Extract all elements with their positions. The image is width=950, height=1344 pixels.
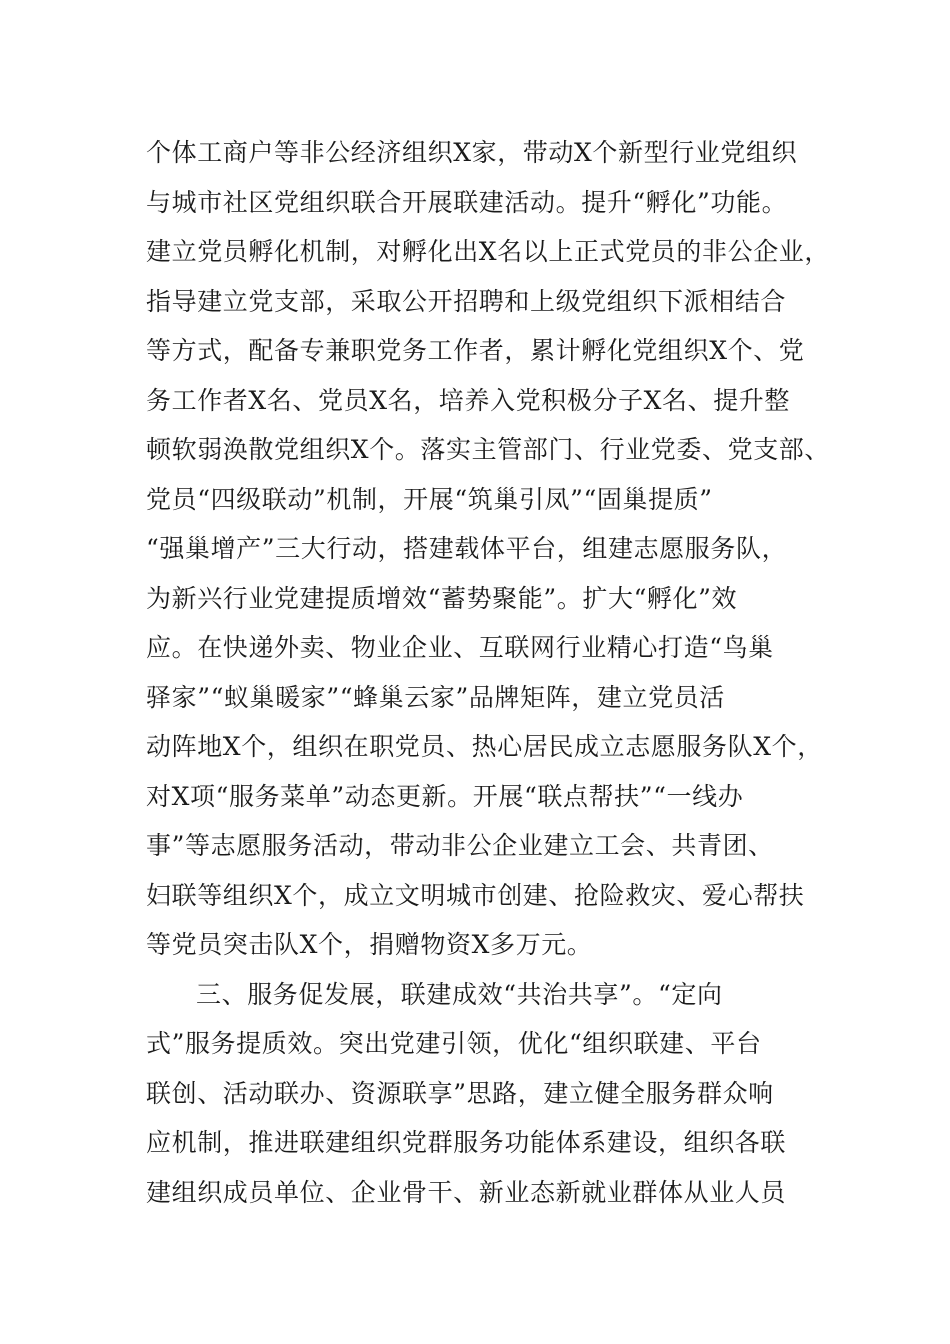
text-line: 党员“四级联动”机制，开展“筑巢引凤”“固巢提质” [146, 484, 713, 514]
text-line: 等党员突击队X个，捐赠物资X多万元。 [146, 930, 593, 959]
text-line: 妇联等组织X个，成立文明城市创建、抢险救灾、爱心帮扶 [146, 880, 805, 910]
section-heading-line: 三、服务促发展，联建成效“共治共享”。“定向 [196, 979, 723, 1009]
text-line: 动阵地X个，组织在职党员、热心居民成立志愿服务队X个， [146, 732, 823, 761]
text-line: 应。在快递外卖、物业企业、互联网行业精心打造“鸟巢 [146, 633, 774, 662]
text-line: 驿家”“蚁巢暖家”“蜂巢云家”品牌矩阵，建立党员活 [146, 682, 725, 712]
text-line: 式”服务提质效。突出党建引领，优化“组织联建、平台 [146, 1029, 762, 1058]
text-line: 对X项“服务菜单”动态更新。开展“联点帮扶”“一线办 [146, 781, 744, 811]
text-line: 为新兴行业党建提质增效“蓄势聚能”。扩大“孵化”效 [146, 583, 738, 613]
text-line: 建立党员孵化机制，对孵化出X名以上正式党员的非公企业， [146, 237, 830, 266]
text-line: “强巢增产”三大行动，搭建载体平台，组建志愿服务队， [146, 534, 788, 563]
text-line: 个体工商户等非公经济组织X家，带动X个新型行业党组织 [146, 138, 798, 167]
text-line: 事”等志愿服务活动，带动非公企业建立工会、共青团、 [146, 831, 774, 860]
text-line: 应机制，推进联建组织党群服务功能体系建设，组织各联 [146, 1128, 787, 1157]
text-line: 建组织成员单位、企业骨干、新业态新就业群体从业人员 [146, 1177, 787, 1207]
text-line: 等方式，配备专兼职党务工作者，累计孵化党组织X个、党 [146, 336, 805, 365]
text-line: 顿软弱涣散党组织X个。落实主管部门、行业党委、党支部、 [146, 435, 830, 464]
text-line: 指导建立党支部，采取公开招聘和上级党组织下派相结合 [146, 286, 787, 316]
text-line: 联创、活动联办、资源联享”思路，建立健全服务群众响 [146, 1078, 774, 1108]
body-text [146, 128, 836, 1217]
text-line: 务工作者X名、党员X名，培养入党积极分子X名、提升整 [146, 385, 790, 415]
text-line: 与城市社区党组织联合开展联建活动。提升“孵化”功能。 [146, 187, 788, 217]
